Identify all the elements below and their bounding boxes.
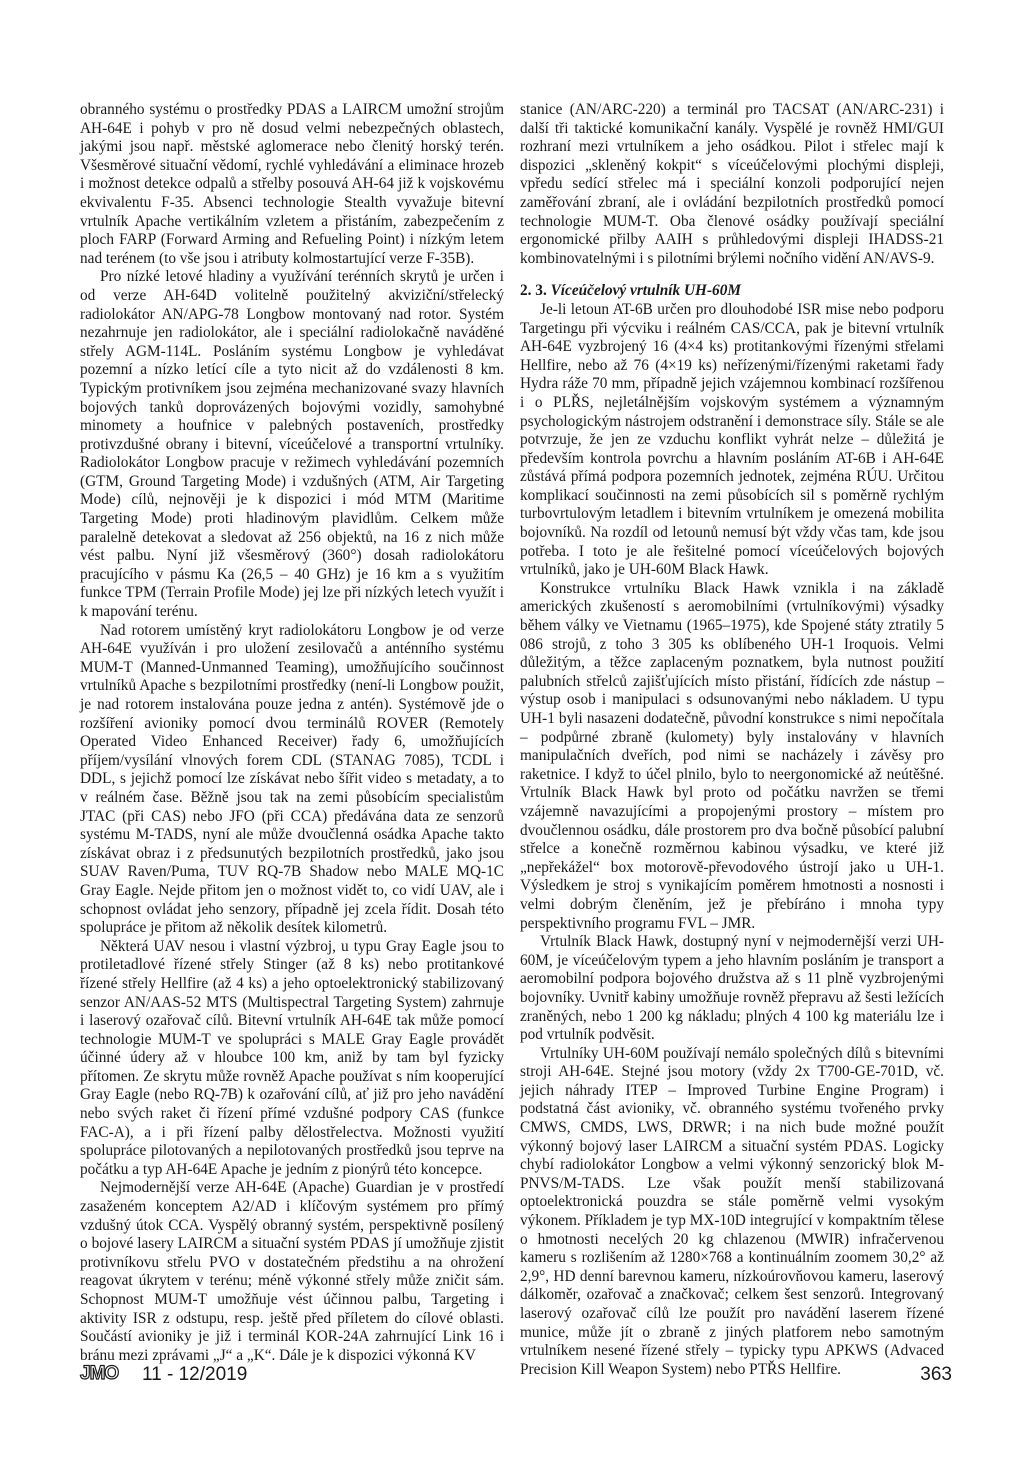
magazine-logo (80, 1364, 118, 1384)
paragraph: Nad rotorem umístěný kryt radiolokátoru Longbow je od verze AH-64E využíván i pro uložení zesilovačů a anténního systému MUM-T (Manned-Unmanned Teaming), umožňujícího součinnost vrtulníků Apache s bezpilotními prostředky (není-li Longbow použit, je nad rotorem instalována pouze jedna z antén). Systémově jde o rozšíření avioniky pomocí dvou terminálů ROVER (Remotely Operated Video Enhanced Receiver) řady 6, umožňujících příjem/vysílání vlnových forem CDL (STANAG 7085), TCDL i DDL, s jejichž pomocí lze získávat nebo šířit video s metadaty, a to v reálném čase. Běžně jsou tak na zemi působícím specialistům JTAC (při CAS) nebo JFO (při CCA) předávána data ze senzorů systému M-TADS, nyní ale může dvoučlenná osádka Apache takto získávat obraz i z předsunutých bezpilotních prostředků, jako jsou SUAV Raven/Puma, TUV RQ-7B Shadow nebo MALE MQ-1C Gray Eagle. Nejde přitom jen o možnost vidět to, co vidí UAV, ale i schopnost ovládat jeho senzory, případně jej zcela řídit. Dosah této spolupráce je přitom až několik desítek kilometrů. (80, 621, 504, 937)
right-column (520, 101, 944, 1379)
paragraph: Konstrukce vrtulníku Black Hawk vznikla i na základě amerických zkušeností s aeromobilními (vrtulníkovými) výsadky během války ve Vietnamu (1965–1975), kde Spojené státy ztratily 5 086 strojů, z toho 3 305 ks oblíbeného UH-1 Iroquois. Velmi důležitým, a těžce zaplaceným poznatkem, byla nutnost použití palubních střelců zajišťujících místo přistání, řídících zde nástup – výstup osob i manipulaci s odsunovanými nebo nákladem. U typu UH-1 byli nasazeni dodatečně, původní konstrukce s nimi nepočítala – podpůrné zbraně (kulomety) byly instalovány v hlavních manipulačních dveřích, pod nimi se nacházely i závěsy pro raketnice. I když to účel plnilo, bylo to neergonomické až neútěšné. Vrtulník Black Hawk byl proto od počátku navržen se třemi vzájemně navazujícími a propojenými prostory – místem pro dvoučlennou osádku, dále prostorem pro dva bočně působící palubní střelce a konečně rozměrnou kabinou výsadku, ve které již „nepřekážel“ box motorově-převodového ústrojí jako u UH-1. Výsledkem je stroj s vynikajícím poměrem hmotnosti a nosnosti i velmi dobrým členěním, jež je přebíráno i mnoha typy perspektivního programu FVL – JMR. (520, 579, 944, 932)
section-title: Víceúčelový vrtulník UH-60M (550, 282, 741, 300)
paragraph: Pro nízké letové hladiny a využívání terénních skrytů je určen i od verze AH-64D volitelně použitelný akviziční/střelecký radiolokátor AN/APG-78 Longbow montovaný nad rotor. Systém nezahrnuje jen radiolokátor, ale i speciální radiolokačně naváděné střely AGM-114L. Posláním systému Longbow je vyhledávat pozemní a nízko letící cíle a tyto nicit až do vzdálenosti 8 km. Typickým protivníkem jsou zejména mechanizované svazy hlavních bojových tanků doprovázených bojovými vozidly, samohybné minomety a houfnice v palebných postaveních, prostředky protivzdušné obrany i bitevní, víceúčelové a transportní vrtulníky. Radiolokátor Longbow pracuje v režimech vyhledávání pozemních (GTM, Ground Targeting Mode) i vzdušných (ATM, Air Targeting Mode) cílů, nejnověji je k dispozici i mód MTM (Maritime Targeting Mode) proti hladinovým plavidlům. Celkem může paralelně detekovat a sledovat až 256 objektů, na 16 z nich může vést palbu. Nyní již všesměrový (360°) dosah radiolokátoru pracujícího v pásmu Ka (26,5 – 40 GHz) je 16 km a s využitím funkce TPM (Terrain Profile Mode) jej lze při nízkých letech využít i k mapování terénu. (80, 268, 504, 621)
logo-text: JMO (80, 1363, 119, 1384)
section-heading (520, 282, 944, 301)
section-number: 2. 3. (520, 282, 547, 300)
paragraph: Některá UAV nesou i vlastní výzbroj, u typu Gray Eagle jsou to protiletadlové řízené střely Stinger (až 8 ks) nebo protitankové řízené střely Hellfire (až 4 ks) a jeho optoelektronický stabilizovaný senzor AN/AAS-52 MTS (Multispectral Targeting System) zahrnuje i laserový ozařovač cílů. Bitevní vrtulník AH-64E tak může pomocí technologie MUM-T ve spolupráci s MALE Gray Eagle provádět účinné údery až v hloubce 100 km, aniž by tam byl fyzicky přítomen. Ze skrytu může rovněž Apache používat s ním kooperující Gray Eagle (nebo RQ-7B) k ozařování cílů, ať již pro jeho navádění nebo svých raket či řízení přímé vzdušné podpory CAS (funkce FAC-A), a i při řízení palby dělostřelectva. Možnosti využití spolupráce pilotovaných a nepilotovaných prostředků jsou teprve na počátku a typ AH-64E Apache je jedním z pionýrů této koncepce. (80, 937, 504, 1178)
paragraph: Vrtulníky UH-60M používají nemálo společných dílů s bitevními stroji AH-64E. Stejné jsou motory (vždy 2x T700-GE-701D, vč. jejich náhrady ITEP – Improved Turbine Engine Program) i podstatná část avioniky, vč. obranného systému tvořeného prvky CMWS, CMDS, LWS, DRWR; i na nich bude možné použít výkonný bojový laser LAIRCM a situační systém PDAS. Logicky chybí radiolokátor Longbow a velmi výkonný senzorický blok M-PNVS/M-TADS. Lze však použít menší stabilizovaná optoelektronická pouzdra se stále poměrně velmi vysokým výkonem. Příkladem je typ MX-10D integrující v kompaktním tělese o hmotnosti necelých 20 kg chlazenou (MWIR) infračervenou kameru s rozlišením až 1280×768 a kontinuálním zoomem 30,2° až 2,9°, HD denní barevnou kameru, nízkoúrovňovou kameru, laserový dálkoměr, ozařovač a značkovač; celkem šest senzorů. Integrovaný laserový ozařovač cílů lze použít pro navádění laserem řízené munice, může jít o zbraně z jiných platforem nebo samotným vrtulníkem nesené řízené střely – typicky typu APKWS (Advaced Precision Kill Weapon System) nebo PTŘS Hellfire. (520, 1044, 944, 1378)
page-footer (80, 1352, 952, 1392)
paragraph: stanice (AN/ARC-220) a terminál pro TACSAT (AN/ARC-231) i další tři taktické komunikační kanály. Vyspělé je rovněž HMI/GUI rozhraní mezi vrtulníkem a jeho osádkou. Pilot i střelec mají k dispozici „skleněný kokpit“ s víceúčelovými plochými displeji, vpředu sedící střelec má i speciální konzoli podporující nejen zaměřování zbraní, ale i ovládání bezpilotních prostředků pomocí technologie MUM-T. Oba členové osádky používají speciální ergonomické přilby AAIH s průhledovými displeji IHADSS-21 kombinovatelnými i s pilotními brýlemi nočního vidění AN/AVS-9. (520, 101, 944, 267)
paragraph: Je-li letoun AT-6B určen pro dlouhodobé ISR mise nebo podporu Targetingu při výcviku i reálném CAS/CCA, pak je bitevní vrtulník AH-64E vyzbrojený 16 (4×4 ks) protitankovými řízenými střelami Hellfire, nebo až 76 (4×19 ks) neřízenými/řízenými raketami řady Hydra ráže 70 mm, případně jejich vzájemnou kombinací rozšířenou i o PLŘS, nejletálnějším vojskovým systémem a významným psychologickým nástrojem odstranění i demonstrace síly. Stále se ale potvrzuje, že jen ze vzduchu konflikt vyhrát nelze – důležitá je především kontrola povrchu a hlavním posláním AT-6B i AH-64E zůstává přímá podpora pozemních jednotek, zejména RÚU. Určitou komplikací součinnosti na zemi působících sil s poměrně rychlým turbovrtulovým letadlem i bitevním vrtulníkem je omezená mobilita bojovníků. Na rozdíl od letounů nemusí být vždy včas tam, kde jsou potřeba. I toto je ale řešitelné pomocí víceúčelových bojových vrtulníků, jako je UH-60M Black Hawk. (520, 300, 944, 579)
page-number: 363 (920, 1364, 952, 1385)
paragraph: obranného systému o prostředky PDAS a LAIRCM umožní strojům AH-64E i pohyb v pro ně dosud velmi nebezpečných oblastech, jakými jsou např. městské aglomerace nebo členitý horský terén. Všesměrové situační vědomí, rychlé vyhledávání a eliminace hrozeb i možnost detekce odpalů a střelby posouvá AH-64 již k vojskovému ekvivalentu F-35. Absenci technologie Stealth vyvažuje bitevní vrtulník Apache vertikálním vzletem a přistáním, zabezpečením z ploch FARP (Forward Arming and Refueling Point) i nízkým letem nad terénem (to vše jsou i atributy kolmostartující verze F-35B). (80, 101, 504, 267)
paragraph: Nejmodernější verze AH-64E (Apache) Guardian je v prostředí zasaženém konceptem A2/AD i klíčovým systémem pro přímý vzdušný útok CCA. Vyspělý obranný systém, perspektivně posílený o bojové lasery LAIRCM a situační systém PDAS jí umožňuje zjistit protivníkovu střelu PVO v dostatečném předstihu a na ohrožení reagovat úkrytem v terénu; méně výkonné střely může zničit sám. Schopnost MUM-T umožňuje vést účinnou palbu, Targeting i aktivity ISR z odstupu, resp. ještě před příletem do cílové oblasti. Součástí avioniky je již i terminál KOR-24A zahrnující Link 16 i bránu mezi zprávami „J“ a „K“. Dále je k dispozici výkonná KV (80, 1179, 504, 1364)
paragraph: Vrtulník Black Hawk, dostupný nyní v nejmodernější verzi UH-60M, je víceúčelovým typem a jeho hlavním posláním je transport a aeromobilní podpora bojového družstva až s 11 plně vyzbrojenými bojovníky. Uvnitř kabiny umožňuje rovněž přepravu až šesti ležících zraněných, nebo 1 200 kg nákladu; plných 4 100 kg materiálu lze i pod vrtulník podvěsit. (520, 933, 944, 1044)
left-column (80, 101, 504, 1365)
issue-label: 11 - 12/2019 (142, 1364, 248, 1385)
